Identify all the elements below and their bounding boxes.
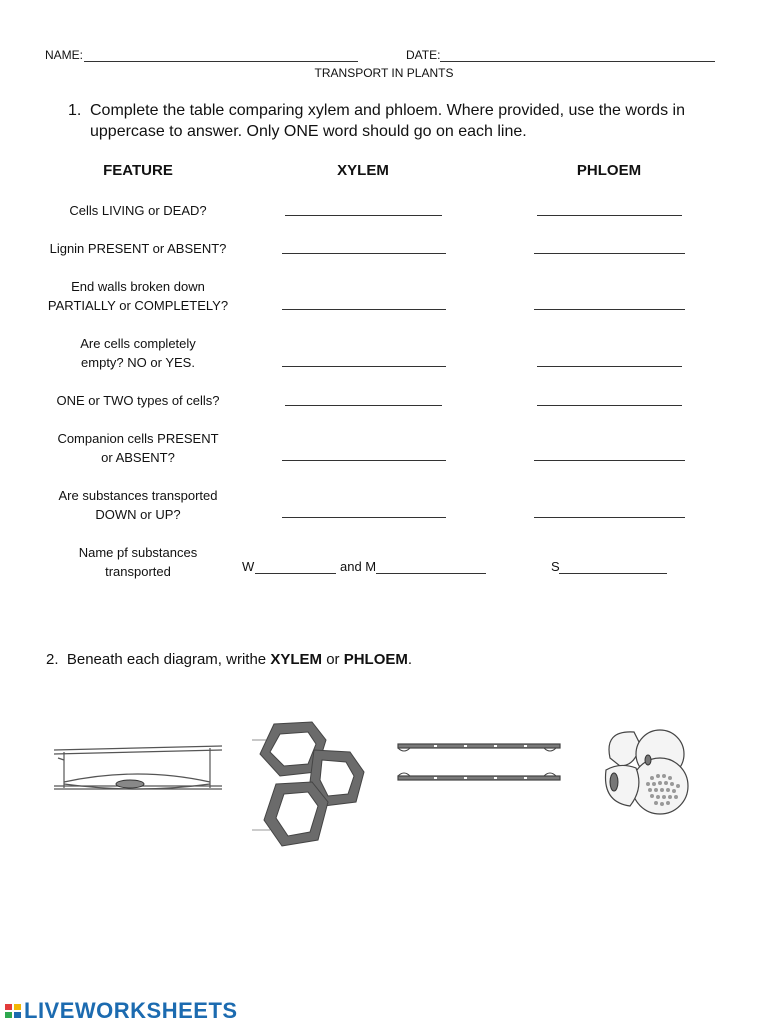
feature-types-of-cells: [28, 391, 248, 410]
question-2-number: 2.: [46, 651, 59, 668]
name-blank[interactable]: [84, 61, 358, 62]
date-label: DATE:: [406, 48, 441, 62]
xylem-blank-7[interactable]: [282, 517, 446, 518]
phloem-s-prefix: S: [551, 559, 560, 574]
phloem-blank-1[interactable]: [537, 215, 682, 216]
question-2: [46, 651, 412, 668]
question-1-number: 1.: [68, 102, 82, 119]
feature-line: Name pf substances: [78, 545, 198, 560]
liveworksheets-icon: [4, 1002, 22, 1020]
xylem-blank-4[interactable]: [282, 366, 446, 367]
column-header-phloem: PHLOEM: [576, 162, 642, 179]
feature-line: Are substances transported: [58, 488, 218, 503]
xylem-blank-w[interactable]: [255, 573, 336, 574]
worksheet-subtitle: TRANSPORT IN PLANTS: [314, 66, 454, 80]
feature-line: Are cells completely: [80, 336, 196, 351]
feature-line: ONE or TWO types of cells?: [56, 393, 220, 408]
date-blank[interactable]: [440, 61, 715, 62]
phloem-blank-7[interactable]: [534, 517, 685, 518]
question-2-xylem: XYLEM: [270, 651, 323, 668]
diagram-2-xylem-cross-section: [252, 718, 368, 852]
feature-line: Companion cells PRESENT: [57, 431, 219, 446]
feature-line: Cells LIVING or DEAD?: [69, 203, 207, 218]
xylem-blank-6[interactable]: [282, 460, 446, 461]
phloem-blank-4[interactable]: [537, 366, 682, 367]
question-2-phloem: PHLOEM: [343, 651, 408, 668]
feature-living-dead: [28, 201, 248, 220]
column-header-xylem: XYLEM: [337, 162, 389, 179]
xylem-blank-2[interactable]: [282, 253, 446, 254]
diagram-1-sieve-tube: [50, 738, 226, 796]
phloem-blank-3[interactable]: [534, 309, 685, 310]
logo-text: LIVEWORKSHEETS: [24, 998, 238, 1023]
feature-end-walls: [28, 277, 248, 315]
question-1: [68, 100, 728, 142]
name-label: NAME:: [45, 48, 84, 62]
xylem-blank-5[interactable]: [285, 405, 442, 406]
xylem-and-m: and M: [340, 559, 377, 574]
feature-line: or ABSENT?: [101, 450, 175, 465]
question-2-text: Beneath each diagram, writhe: [66, 651, 267, 668]
feature-substances: [28, 543, 248, 581]
phloem-blank-s[interactable]: [559, 573, 667, 574]
phloem-blank-5[interactable]: [537, 405, 682, 406]
xylem-blank-1[interactable]: [285, 215, 442, 216]
feature-lignin: [28, 239, 248, 258]
question-2-period: .: [407, 651, 413, 668]
feature-transport-direction: [28, 486, 248, 524]
xylem-blank-m[interactable]: [376, 573, 486, 574]
question-2-or: or: [326, 651, 340, 668]
column-header-feature: FEATURE: [103, 162, 173, 179]
feature-line: End walls broken down: [71, 279, 205, 294]
feature-cells-empty: [28, 334, 248, 372]
diagram-4-phloem-cross-section: [600, 726, 694, 820]
feature-line: DOWN or UP?: [95, 507, 181, 522]
feature-companion-cells: [28, 429, 248, 467]
phloem-blank-2[interactable]: [534, 253, 685, 254]
xylem-w-prefix: W: [242, 559, 255, 574]
feature-line: Lignin PRESENT or ABSENT?: [49, 241, 227, 256]
feature-line: empty? NO or YES.: [81, 355, 195, 370]
phloem-blank-6[interactable]: [534, 460, 685, 461]
diagram-3-xylem-vessel: [394, 738, 564, 788]
question-1-text: Complete the table comparing xylem and phloem. Where provided, use the words in uppercase to answer. Only ONE word should go on each line.: [90, 102, 685, 140]
feature-line: PARTIALLY or COMPLETELY?: [47, 298, 229, 313]
xylem-blank-3[interactable]: [282, 309, 446, 310]
liveworksheets-logo: [4, 998, 238, 1024]
feature-line: transported: [105, 564, 171, 579]
